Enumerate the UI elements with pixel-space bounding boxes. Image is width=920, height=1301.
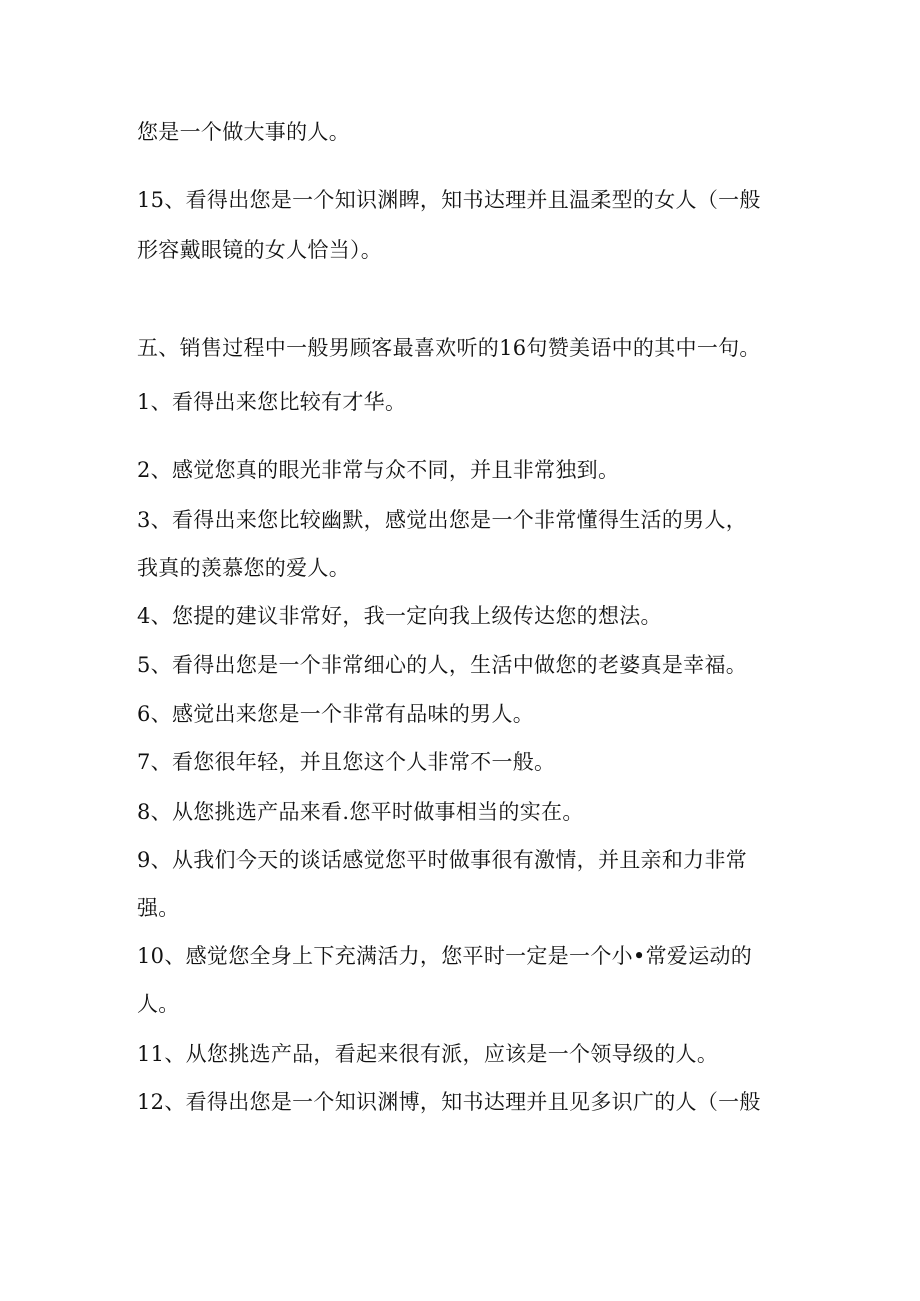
section-heading: 五、销售过程中一般男顾客最喜欢听的16句赞美语中的其中一句。 <box>137 336 761 360</box>
list-item-continuation: 强。 <box>137 896 180 920</box>
list-item: 8、从您挑选产品来看.您平时做事相当的实在。 <box>137 800 584 824</box>
list-item: 7、看您很年轻，并且您这个人非常不一般。 <box>137 750 556 774</box>
list-item: 6、感觉出来您是一个非常有品味的男人。 <box>137 702 535 726</box>
text-line: 您是一个做大事的人。 <box>137 120 350 144</box>
list-item: 11、从您挑选产品，看起来很有派，应该是一个领导级的人。 <box>137 1042 719 1066</box>
list-item: 9、从我们今天的谈话感觉您平时做事很有激情，并且亲和力非常 <box>137 848 748 872</box>
list-item-continuation: 人。 <box>137 992 180 1016</box>
list-item: 4、您提的建议非常好，我一定向我上级传达您的想法。 <box>137 604 662 628</box>
list-item: 2、感觉您真的眼光非常与众不同，并且非常独到。 <box>137 458 620 482</box>
list-item: 10、感觉您全身上下充满活力，您平时一定是一个小•常爱运动的 <box>137 944 753 968</box>
text-line: 15、看得出您是一个知识渊睥，知书达理并且温柔型的女人（一般 <box>137 188 761 212</box>
list-item: 3、看得出来您比较幽默，感觉出您是一个非常懂得生活的男人， <box>137 508 748 532</box>
list-item: 1、看得出来您比较有才华。 <box>137 390 407 414</box>
list-item-continuation: 我真的羡慕您的爱人。 <box>137 556 350 580</box>
list-item: 5、看得出您是一个非常细心的人，生活中做您的老婆真是幸福。 <box>137 653 748 677</box>
list-item: 12、看得出您是一个知识渊博，知书达理并且见多识广的人（一般 <box>137 1090 761 1114</box>
text-line: 形容戴眼镜的女人恰当）。 <box>137 238 383 262</box>
